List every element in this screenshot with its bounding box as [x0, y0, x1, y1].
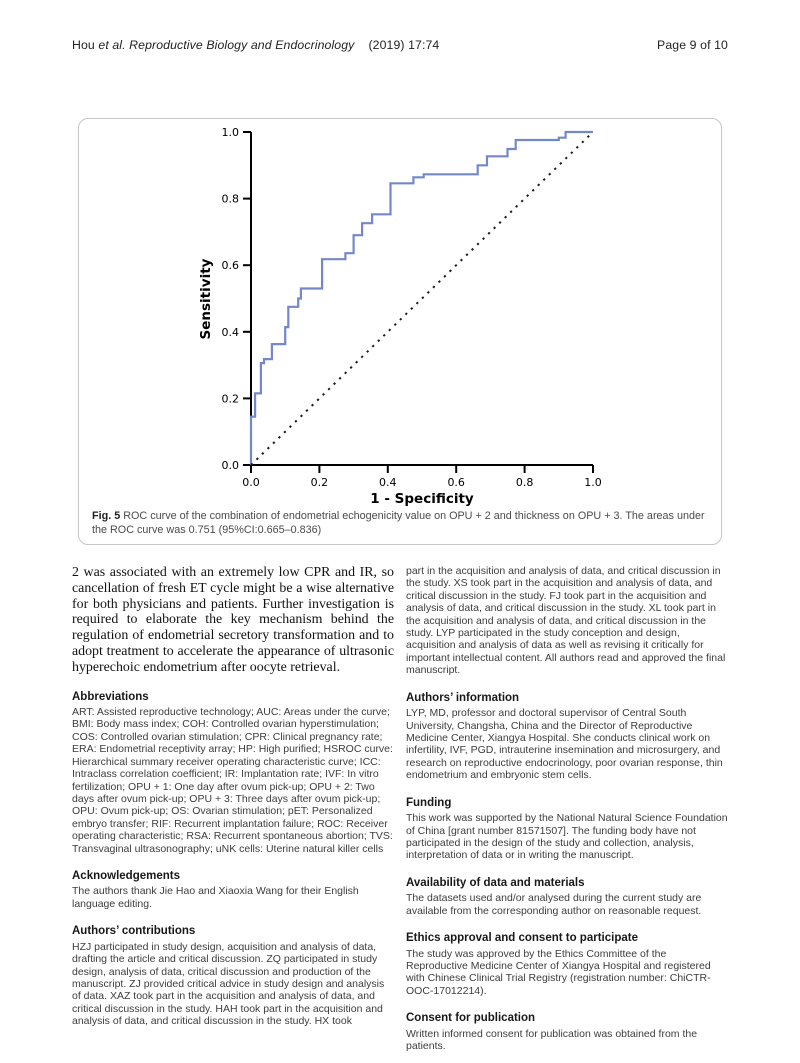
section-abbreviations	[72, 691, 394, 855]
x-tick-label: 1.0	[584, 476, 602, 489]
section-funding	[406, 797, 728, 862]
figure-caption-text: ROC curve of the combination of endometrial echogenicity value on OPU + 2 and thickness on OPU + 3. The areas under the ROC curve was 0.751 (95%CI:0.665–0.836)	[92, 510, 705, 536]
x-tick-label: 0.4	[379, 476, 397, 489]
figure-panel	[78, 118, 722, 545]
header-page-number: Page 9 of 10	[657, 38, 728, 52]
figure-caption-label: Fig. 5	[92, 510, 121, 522]
header-authors: Hou	[72, 38, 99, 52]
section-authors-contributions	[72, 925, 394, 1027]
header-citation	[72, 38, 439, 52]
page-header	[72, 38, 728, 52]
section-consent-publication	[406, 1012, 728, 1052]
availability-heading: Availability of data and materials	[406, 876, 585, 889]
authors-information-body: LYP, MD, professor and doctoral supervisor of Central South University, Changsha, China and the Director of Reproductive Medicine Center, Xiangya Hospital. She conducts clinical work on infertility, IVF, PGD, intrauterine insemination and microsurgery, and research on reproductive endocrinology, poor ovarian response, thin endometrium and embryonic stem cells.	[406, 707, 723, 782]
section-acknowledgements	[72, 870, 394, 910]
abbreviations-heading: Abbreviations	[72, 690, 149, 703]
left-column	[72, 565, 394, 1028]
y-tick-label: 0.2	[221, 392, 239, 406]
header-journal: et al. Reproductive Biology and Endocrinology	[98, 38, 355, 52]
acknowledgements-body: The authors thank Jie Hao and Xiaoxia Wang for their English language editing.	[72, 885, 359, 910]
y-tick-label: 1.0	[221, 126, 239, 139]
consent-publication-heading: Consent for publication	[406, 1012, 536, 1025]
x-tick-label: 0.0	[242, 476, 260, 489]
section-availability	[406, 877, 728, 917]
x-tick-label: 0.8	[515, 476, 534, 489]
section-authors-information	[406, 692, 728, 782]
acknowledgements-heading: Acknowledgements	[72, 869, 180, 882]
funding-heading: Funding	[406, 796, 452, 809]
availability-body: The datasets used and/or analysed during the current study are available from the corresponding author on reasonable request.	[406, 892, 702, 917]
consent-publication-body: Written informed consent for publication was obtained from the patients.	[406, 1027, 698, 1053]
section-ethics-approval	[406, 932, 728, 997]
y-tick-label: 0.0	[221, 459, 239, 472]
y-tick-label: 0.4	[221, 325, 239, 339]
funding-body: This work was supported by the National Natural Science Foundation of China [grant number 81571507]. The funding body have not participated in the design of the study and collection, analysis, interpretation of data or in writing the manuscript.	[406, 812, 728, 862]
y-tick-label: 0.6	[221, 259, 239, 273]
right-column	[406, 565, 728, 1052]
roc-chart	[79, 119, 723, 509]
ethics-approval-body: The study was approved by the Ethics Committee of the Reproductive Medicine Center of Xiangya Hospital and registered with Chinese Clinical Trial Registry (registration number: ChiCTR-OOC-17012214).	[406, 947, 711, 997]
contributions-continued-paragraph: part in the acquisition and analysis of data, and critical discussion in the study. XS took part in the acquisition and analysis of data, and critical discussion in the study. FJ took part in the acquisition and analysis of data, and critical discussion in the study. XL took part in the acquisition and analysis of data, and critical discussion in the study. LYP participated in the study conception and design, acquisition and analysis of data as well as revising it critically for important intellectual content. All authors read and approved the final manuscript.	[406, 565, 726, 677]
header-volume-issue: (2019) 17:74	[368, 38, 440, 52]
x-tick-label: 0.2	[310, 476, 329, 489]
y-axis-label: Sensitivity	[198, 258, 214, 340]
x-axis-label: 1 - Specificity	[370, 491, 474, 507]
reference-diagonal	[251, 132, 593, 465]
abbreviations-body: ART: Assisted reproductive technology; AUC: Areas under the curve; BMI: Body mass index; COH: Controlled ovarian hyperstimulation; COS: Controlled ovarian stimulation; CPR: Clinical pregnancy rate; ERA: Endometrial receptivity array; HP: High purified; HSROC curve: Hierarchical summary receiver operating characteristic curve; ICC: Intraclass correlation coefficient; IR: Implantation rate; IVF: In vitro fertilization; OPU + 1: One day after ovum pick-up; OPU + 2: Two days after ovum pick-up; OPU + 3: Three days after ovum pick-up; OPU: Ovum pick-up; OS: Ovarian stimulation; pET: Personalized embryo transfer; RIF: Recurrent implantation failure; ROC: Receiver operating characteristic; RSA: Recurrent spontaneous abortion; TVS: Transvaginal ultrasonography; uNK cells: Uterine natural killer cells	[72, 706, 393, 855]
discussion-paragraph: 2 was associated with an extremely low CPR and IR, so cancellation of fresh ET cycle might be a wise alternative for both physicians and patients. Further investigation is required to elaborate the key mechanism behind the regulation of endometrial secretory transformation and to adopt treatment to accelerate the appearance of ultrasonic hyperechoic endometrium after oocyte retrieval.	[72, 565, 394, 675]
figure-caption	[92, 510, 710, 537]
y-tick-label: 0.8	[221, 192, 239, 206]
x-tick-label: 0.6	[447, 476, 465, 489]
authors-contributions-heading: Authors’ contributions	[72, 925, 196, 938]
ethics-approval-heading: Ethics approval and consent to participate	[406, 932, 638, 945]
authors-contributions-body: HZJ participated in study design, acquisition and analysis of data, drafting the article and critical discussion. ZQ participated in study design, analysis of data, critical discussion and production of the manuscript. ZJ provided critical advice in study design and analysis of data. XAZ took part in the acquisition and analysis of data, and critical discussion in the study. HAH took part in the acquisition and analysis of data, and critical discussion in the study. HX took	[72, 940, 385, 1028]
roc-curve	[251, 132, 593, 465]
authors-information-heading: Authors’ information	[406, 691, 520, 704]
